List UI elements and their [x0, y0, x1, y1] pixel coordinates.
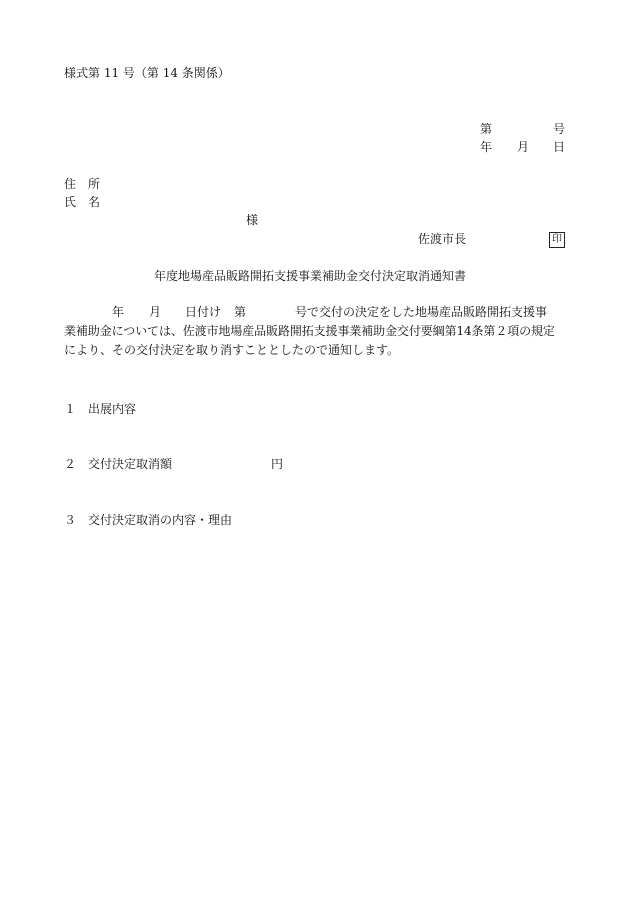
issue-date-month: 月: [517, 140, 530, 154]
body-line-3: により、その交付決定を取り消すこととしたので通知します。: [64, 343, 400, 357]
recipient-address-label: 住 所: [64, 177, 101, 191]
body-line-1-date: 日付け: [185, 305, 222, 319]
body-line-1-dai: 第: [234, 305, 247, 319]
issuer-title: 佐渡市長: [418, 232, 467, 246]
recipient-name-label: 氏 名: [64, 195, 101, 209]
item-3-label: 交付決定取消の内容・理由: [88, 513, 233, 527]
item-2-unit: 円: [271, 457, 284, 471]
form-number: 様式第 11 号（第 14 条関係）: [64, 66, 230, 80]
issue-date-year: 年: [480, 140, 493, 154]
item-1-number: １: [64, 402, 77, 416]
item-2-label: 交付決定取消額: [88, 457, 173, 471]
body-line-1-month: 月: [149, 305, 162, 319]
body-line-1-rest: 号で交付の決定をした地場産品販路開拓支援事: [295, 305, 548, 319]
item-3-number: ３: [64, 513, 77, 527]
seal-stamp: 印: [549, 232, 565, 248]
item-2-number: ２: [64, 457, 77, 471]
issue-number-go: 号: [553, 122, 566, 136]
body-line-1-year: 年: [112, 305, 125, 319]
issue-date-day: 日: [553, 140, 566, 154]
body-line-2: 業補助金については、佐渡市地場産品販路開拓支援事業補助金交付要綱第14条第２項の規定: [64, 324, 555, 338]
item-1-label: 出展内容: [88, 402, 137, 416]
recipient-honorific: 様: [246, 213, 259, 227]
issue-number-dai: 第: [480, 122, 493, 136]
document-title: 年度地場産品販路開拓支援事業補助金交付決定取消通知書: [154, 269, 467, 283]
